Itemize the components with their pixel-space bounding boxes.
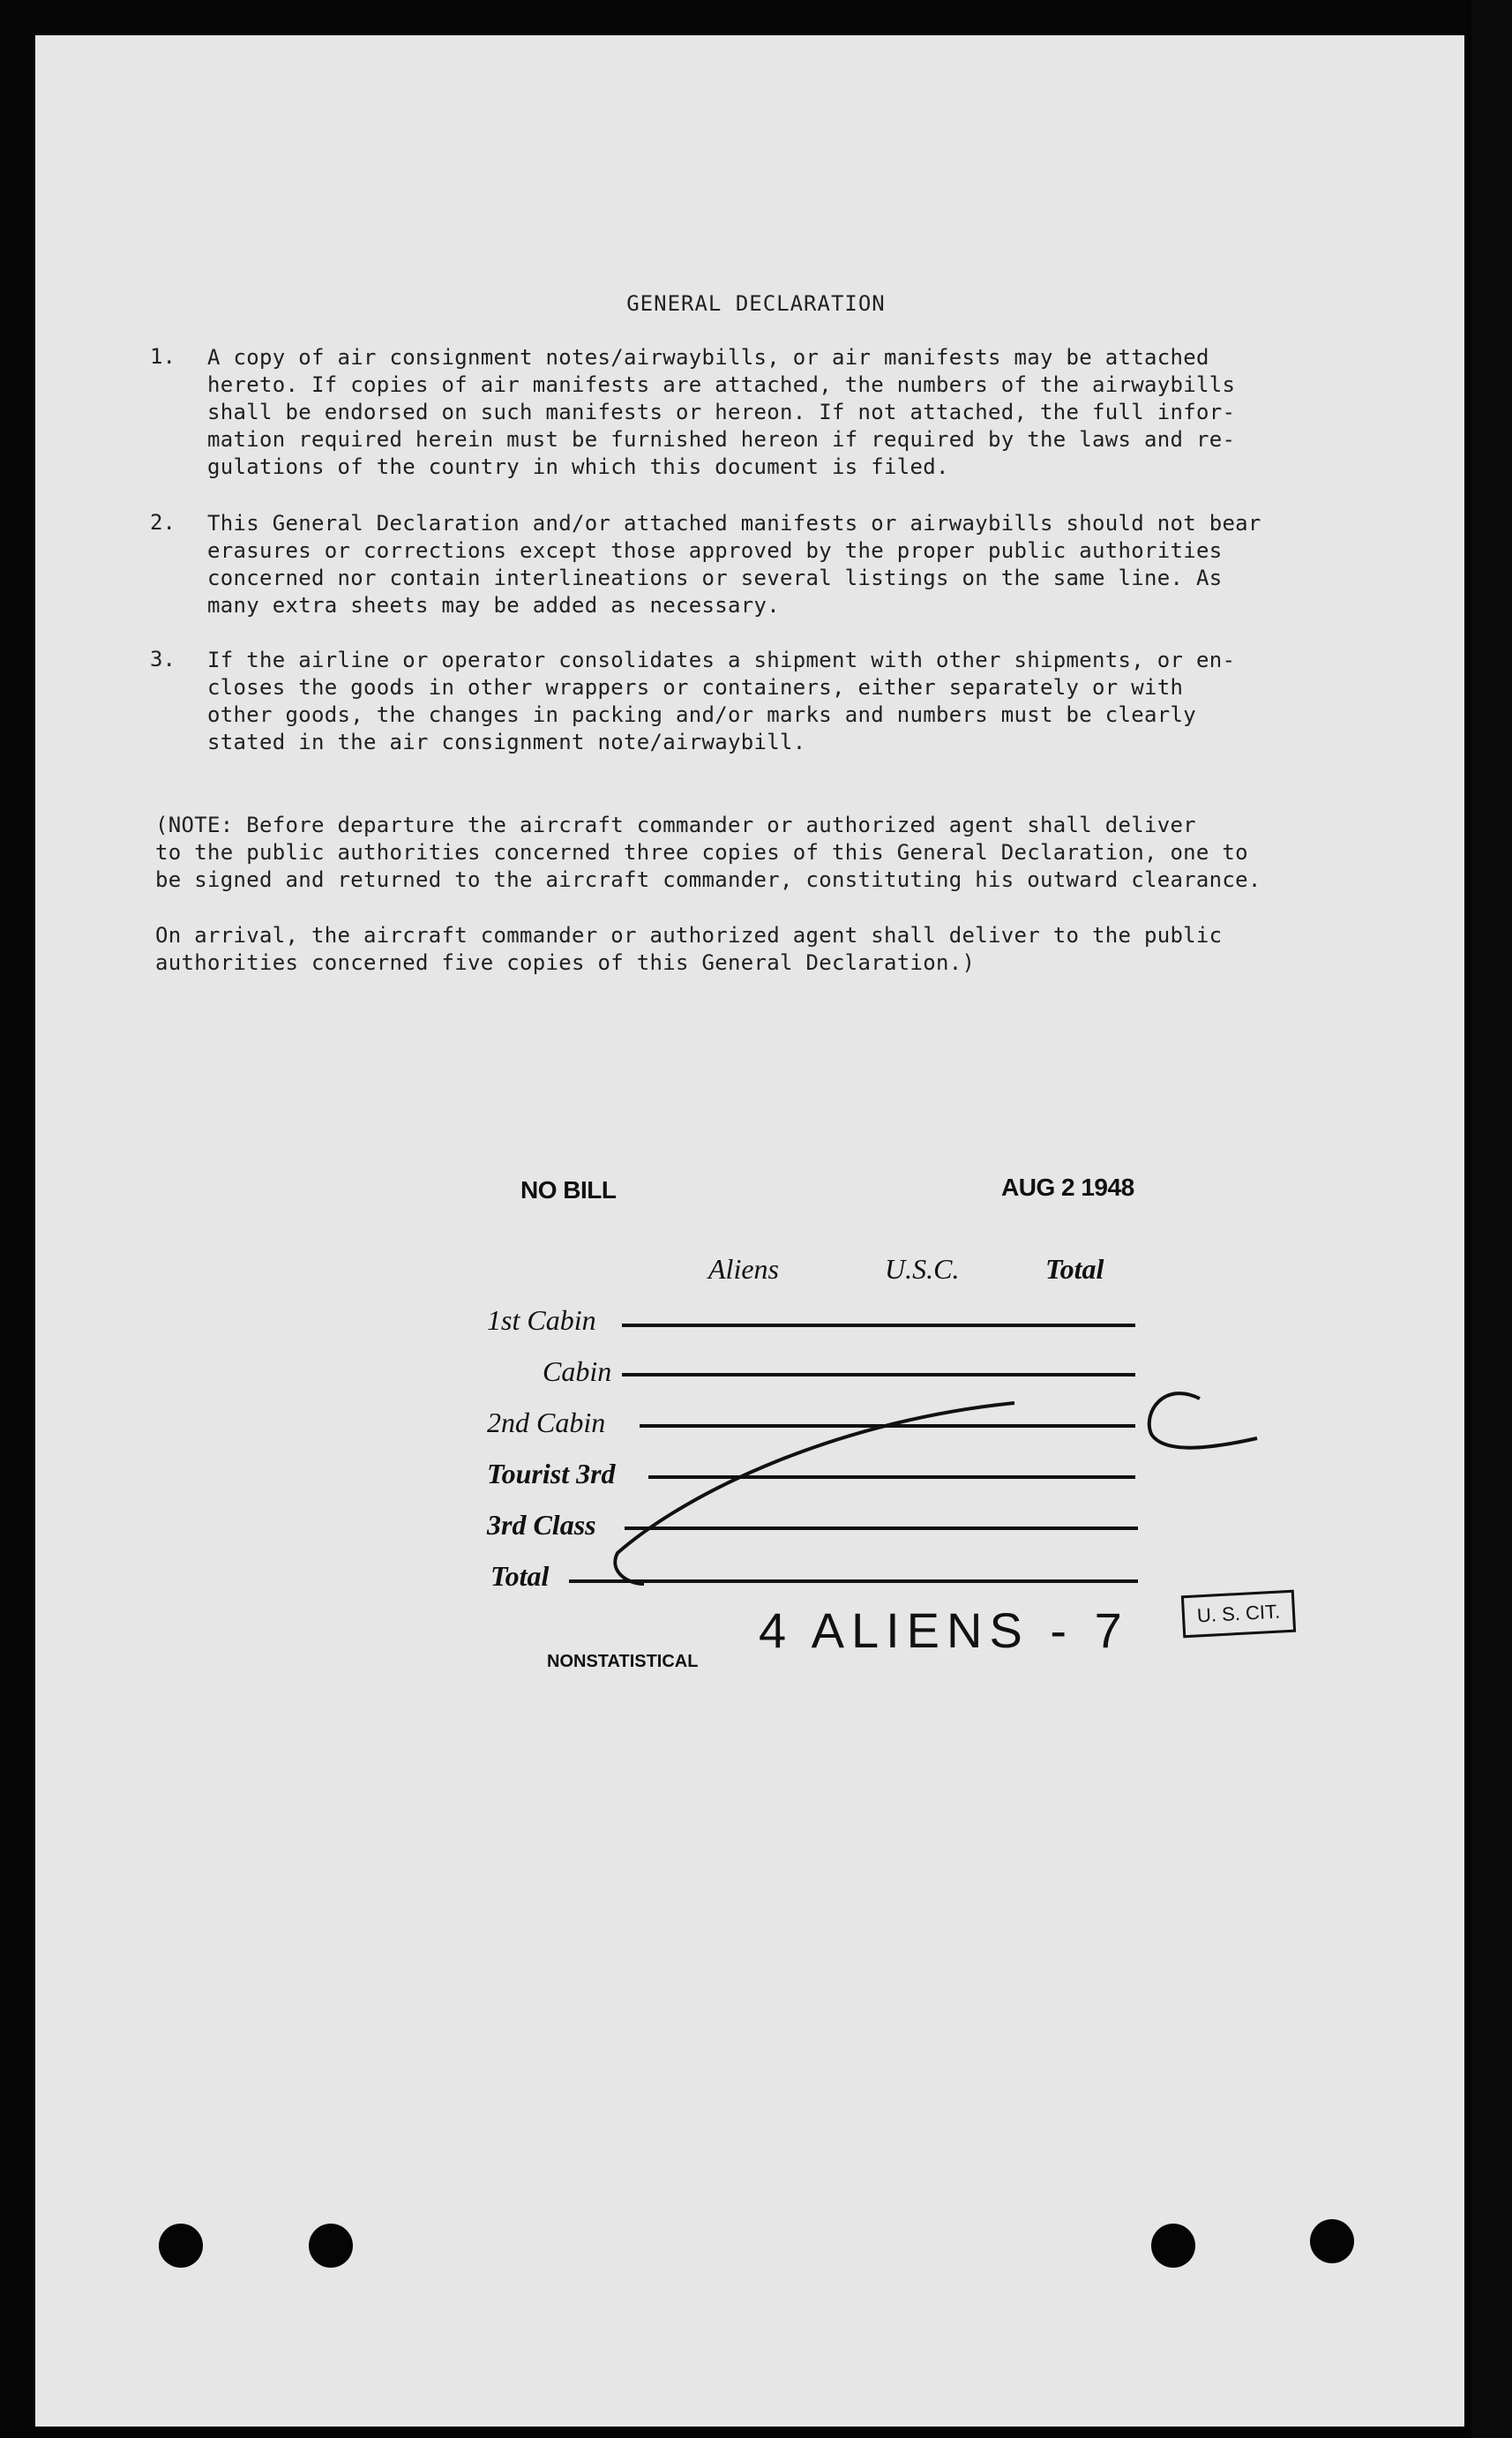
nonstatistical-stamp: NONSTATISTICAL — [547, 1652, 699, 1671]
row-label-tourist-3rd: Tourist 3rd — [487, 1458, 616, 1489]
item-number-2: 2. — [150, 510, 176, 535]
row-label-cabin: Cabin — [543, 1355, 612, 1387]
header-aliens: Aliens — [708, 1253, 779, 1285]
no-bill-stamp: NO BILL — [520, 1176, 617, 1204]
punch-hole — [159, 2224, 203, 2268]
item-number-3: 3. — [150, 647, 176, 671]
punch-hole — [309, 2224, 353, 2268]
item-text-2: This General Declaration and/or attached manifests or airwaybills should not bear erasures or corrections except those approved by the proper public authorities concerned nor contain interlineations or several listings on the same line. As many extra sheets may be added as necessary. — [207, 511, 1261, 618]
item-text-3: If the airline or operator consolidates a shipment with other shipments, or en- closes the goods in other wrappers or containers, either separately or with other goods, the changes in packing and/or marks and numbers must be clearly stated in the air consignment note/airwaybill. — [207, 648, 1236, 754]
punch-hole — [1151, 2224, 1195, 2268]
row-label-2nd-cabin: 2nd Cabin — [487, 1407, 606, 1438]
item-number-1: 1. — [150, 344, 176, 369]
arrival-paragraph: On arrival, the aircraft commander or authorized agent shall deliver to the public authorities concerned five copies of this General Declaration.) — [155, 923, 1223, 975]
date-stamp: AUG 2 1948 — [1001, 1174, 1134, 1201]
header-usc: U.S.C. — [885, 1253, 960, 1285]
loop-mark — [1149, 1393, 1257, 1448]
header-total: Total — [1045, 1253, 1104, 1285]
item-text-1: A copy of air consignment notes/airwaybills, or air manifests may be attached hereto. If copies of air manifests are attached, the numbers of the airwaybills shall be endorsed on such manifests or hereon. If not attached, the full infor- mation required herein must be furnished hereon if required by the laws and re- gulations of the country in which this document is filed. — [207, 345, 1236, 479]
handwritten-aliens-note: 4 ALIENS - 7 — [759, 1602, 1129, 1658]
note-paragraph: (NOTE: Before departure the aircraft commander or authorized agent shall deliver to the public authorities concerned three copies of this General Declaration, one to be signed and returned to the aircraft commander, constituting his outward clearance. — [155, 813, 1261, 892]
row-label-1st-cabin: 1st Cabin — [487, 1304, 596, 1336]
row-label-3rd-class: 3rd Class — [487, 1509, 596, 1541]
document-title: GENERAL DECLARATION — [626, 291, 886, 316]
cancel-stroke-mark — [615, 1403, 1014, 1584]
row-label-total: Total — [490, 1560, 550, 1592]
us-cit-stamp: U. S. CIT. — [1181, 1590, 1296, 1639]
punch-hole — [1310, 2219, 1354, 2263]
